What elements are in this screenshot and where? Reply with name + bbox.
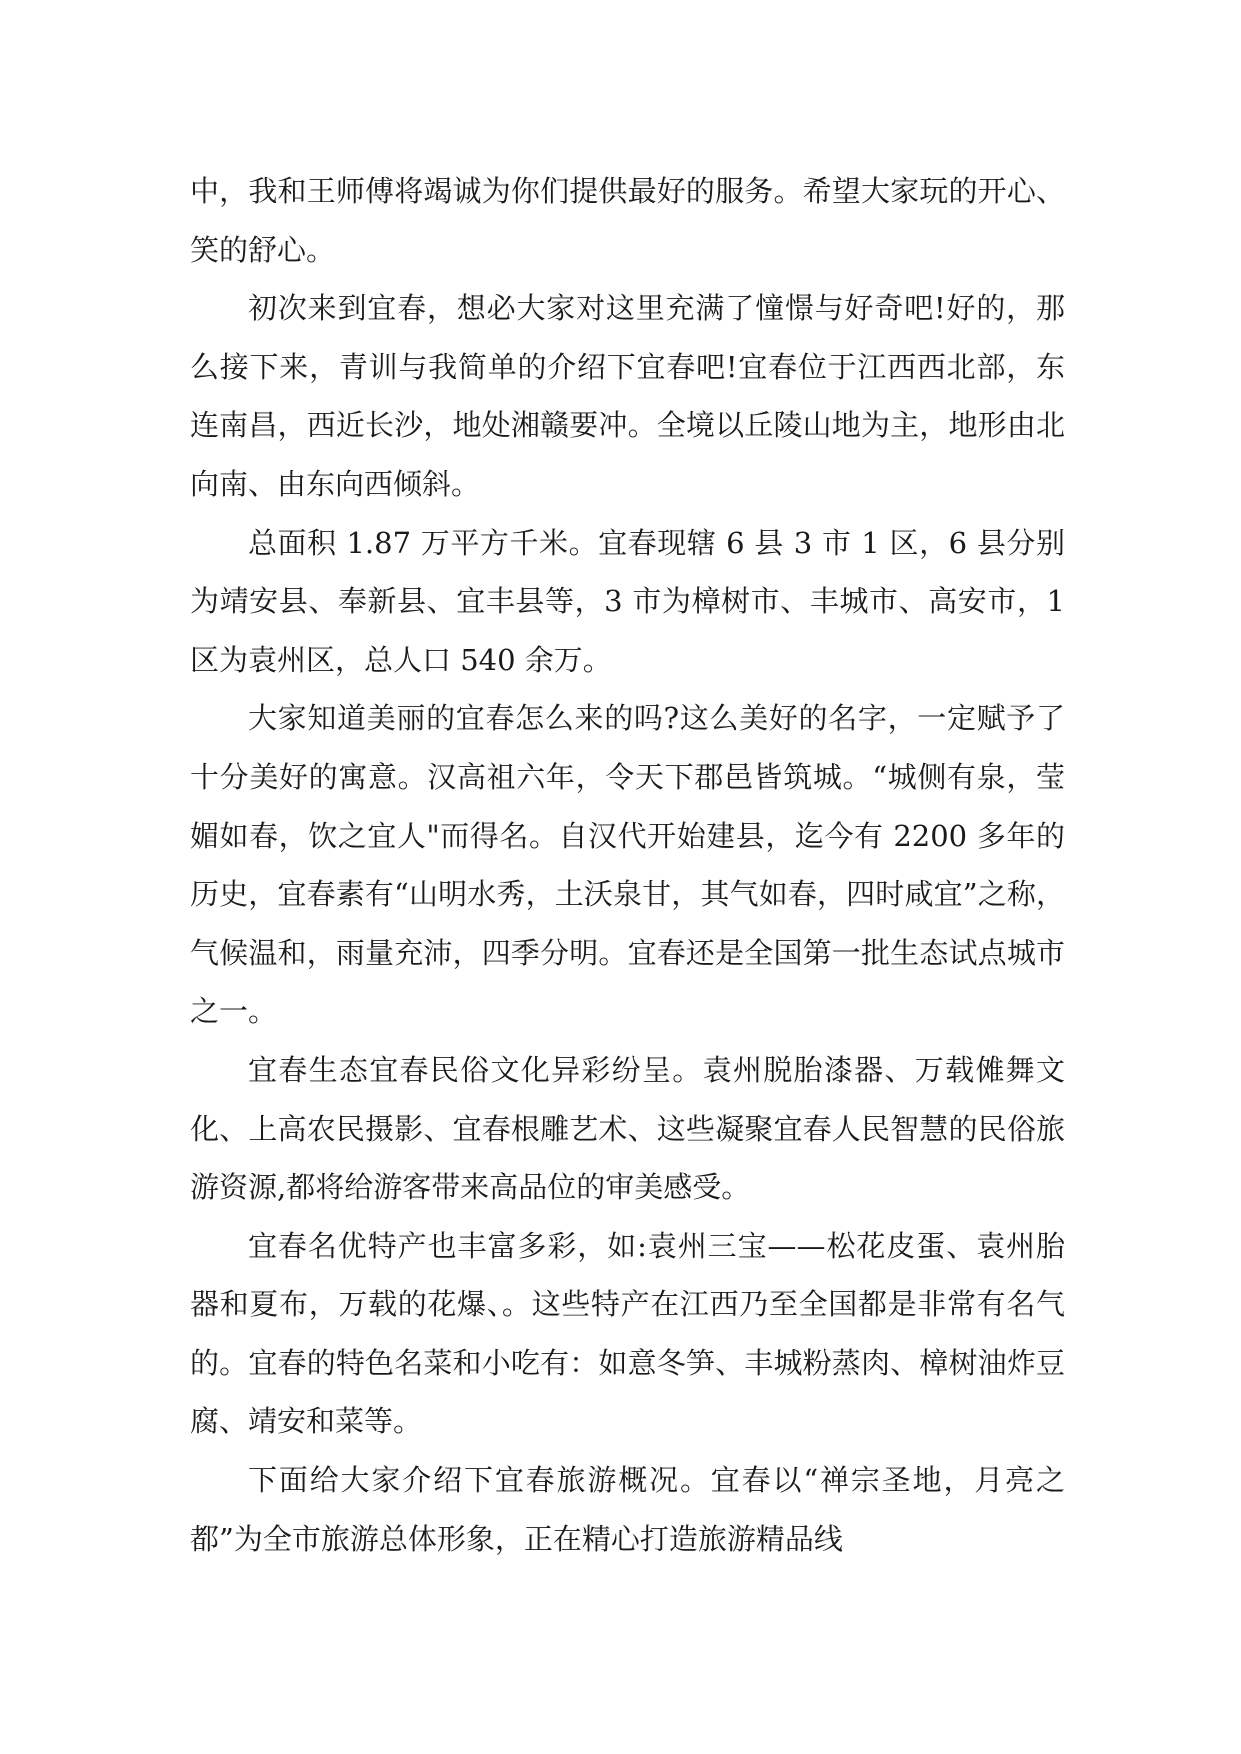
paragraph-area-population: 总面积 1.87 万平方千米。宜春现辖 6 县 3 市 1 区，6 县分别为靖安县、奉新县、宜丰县等，3 市为樟树市、丰城市、高安市，1 区为袁州区，总人口 540 余万。: [190, 525, 1065, 677]
paragraph-name-origin: 大家知道美丽的宜春怎么来的吗?这么美好的名字，一定赋予了十分美好的寓意。汉高祖六年，令天下郡邑皆筑城。“城侧有泉，莹媚如春，饮之宜人"而得名。自汉代开始建县，迄今有 2200 多年的历史，宜春素有“山明水秀，土沃泉甘，其气如春，四时咸宜”之称，气候温和，雨量充沛，四季分明。宜春还是全国第一批生态试点城市之一。: [190, 701, 1065, 1029]
paragraph-folk-culture: 宜春生态宜春民俗文化异彩纷呈。袁州脱胎漆器、万载傩舞文化、上高农民摄影、宜春根雕艺术、这些凝聚宜春人民智慧的民俗旅游资源,都将给游客带来高品位的审美感受。: [190, 1052, 1065, 1205]
paragraph-local-specialties: 宜春名优特产也丰富多彩，如:袁州三宝——松花皮蛋、袁州胎器和夏布，万载的花爆、。这些特产在江西乃至全国都是非常有名气的。宜春的特色名菜和小吃有：如意冬笋、丰城粉蒸肉、樟树油炸豆腐、靖安和菜等。: [190, 1228, 1065, 1439]
paragraph-yichun-location: 初次来到宜春，想必大家对这里充满了憧憬与好奇吧!好的，那么接下来，青训与我简单的介绍下宜春吧!宜春位于江西西北部，东连南昌，西近长沙，地处湘赣要冲。全境以丘陵山地为主，地形由北向南、由东向西倾斜。: [190, 291, 1065, 501]
paragraph-tourism-overview: 下面给大家介绍下宜春旅游概况。宜春以“禅宗圣地，月亮之都”为全市旅游总体形象，正在精心打造旅游精品线: [190, 1463, 1065, 1556]
paragraph-service-closing: 中，我和王师傅将竭诚为你们提供最好的服务。希望大家玩的开心、笑的舒心。: [190, 174, 1065, 267]
document-page: [190, 162, 1065, 1568]
